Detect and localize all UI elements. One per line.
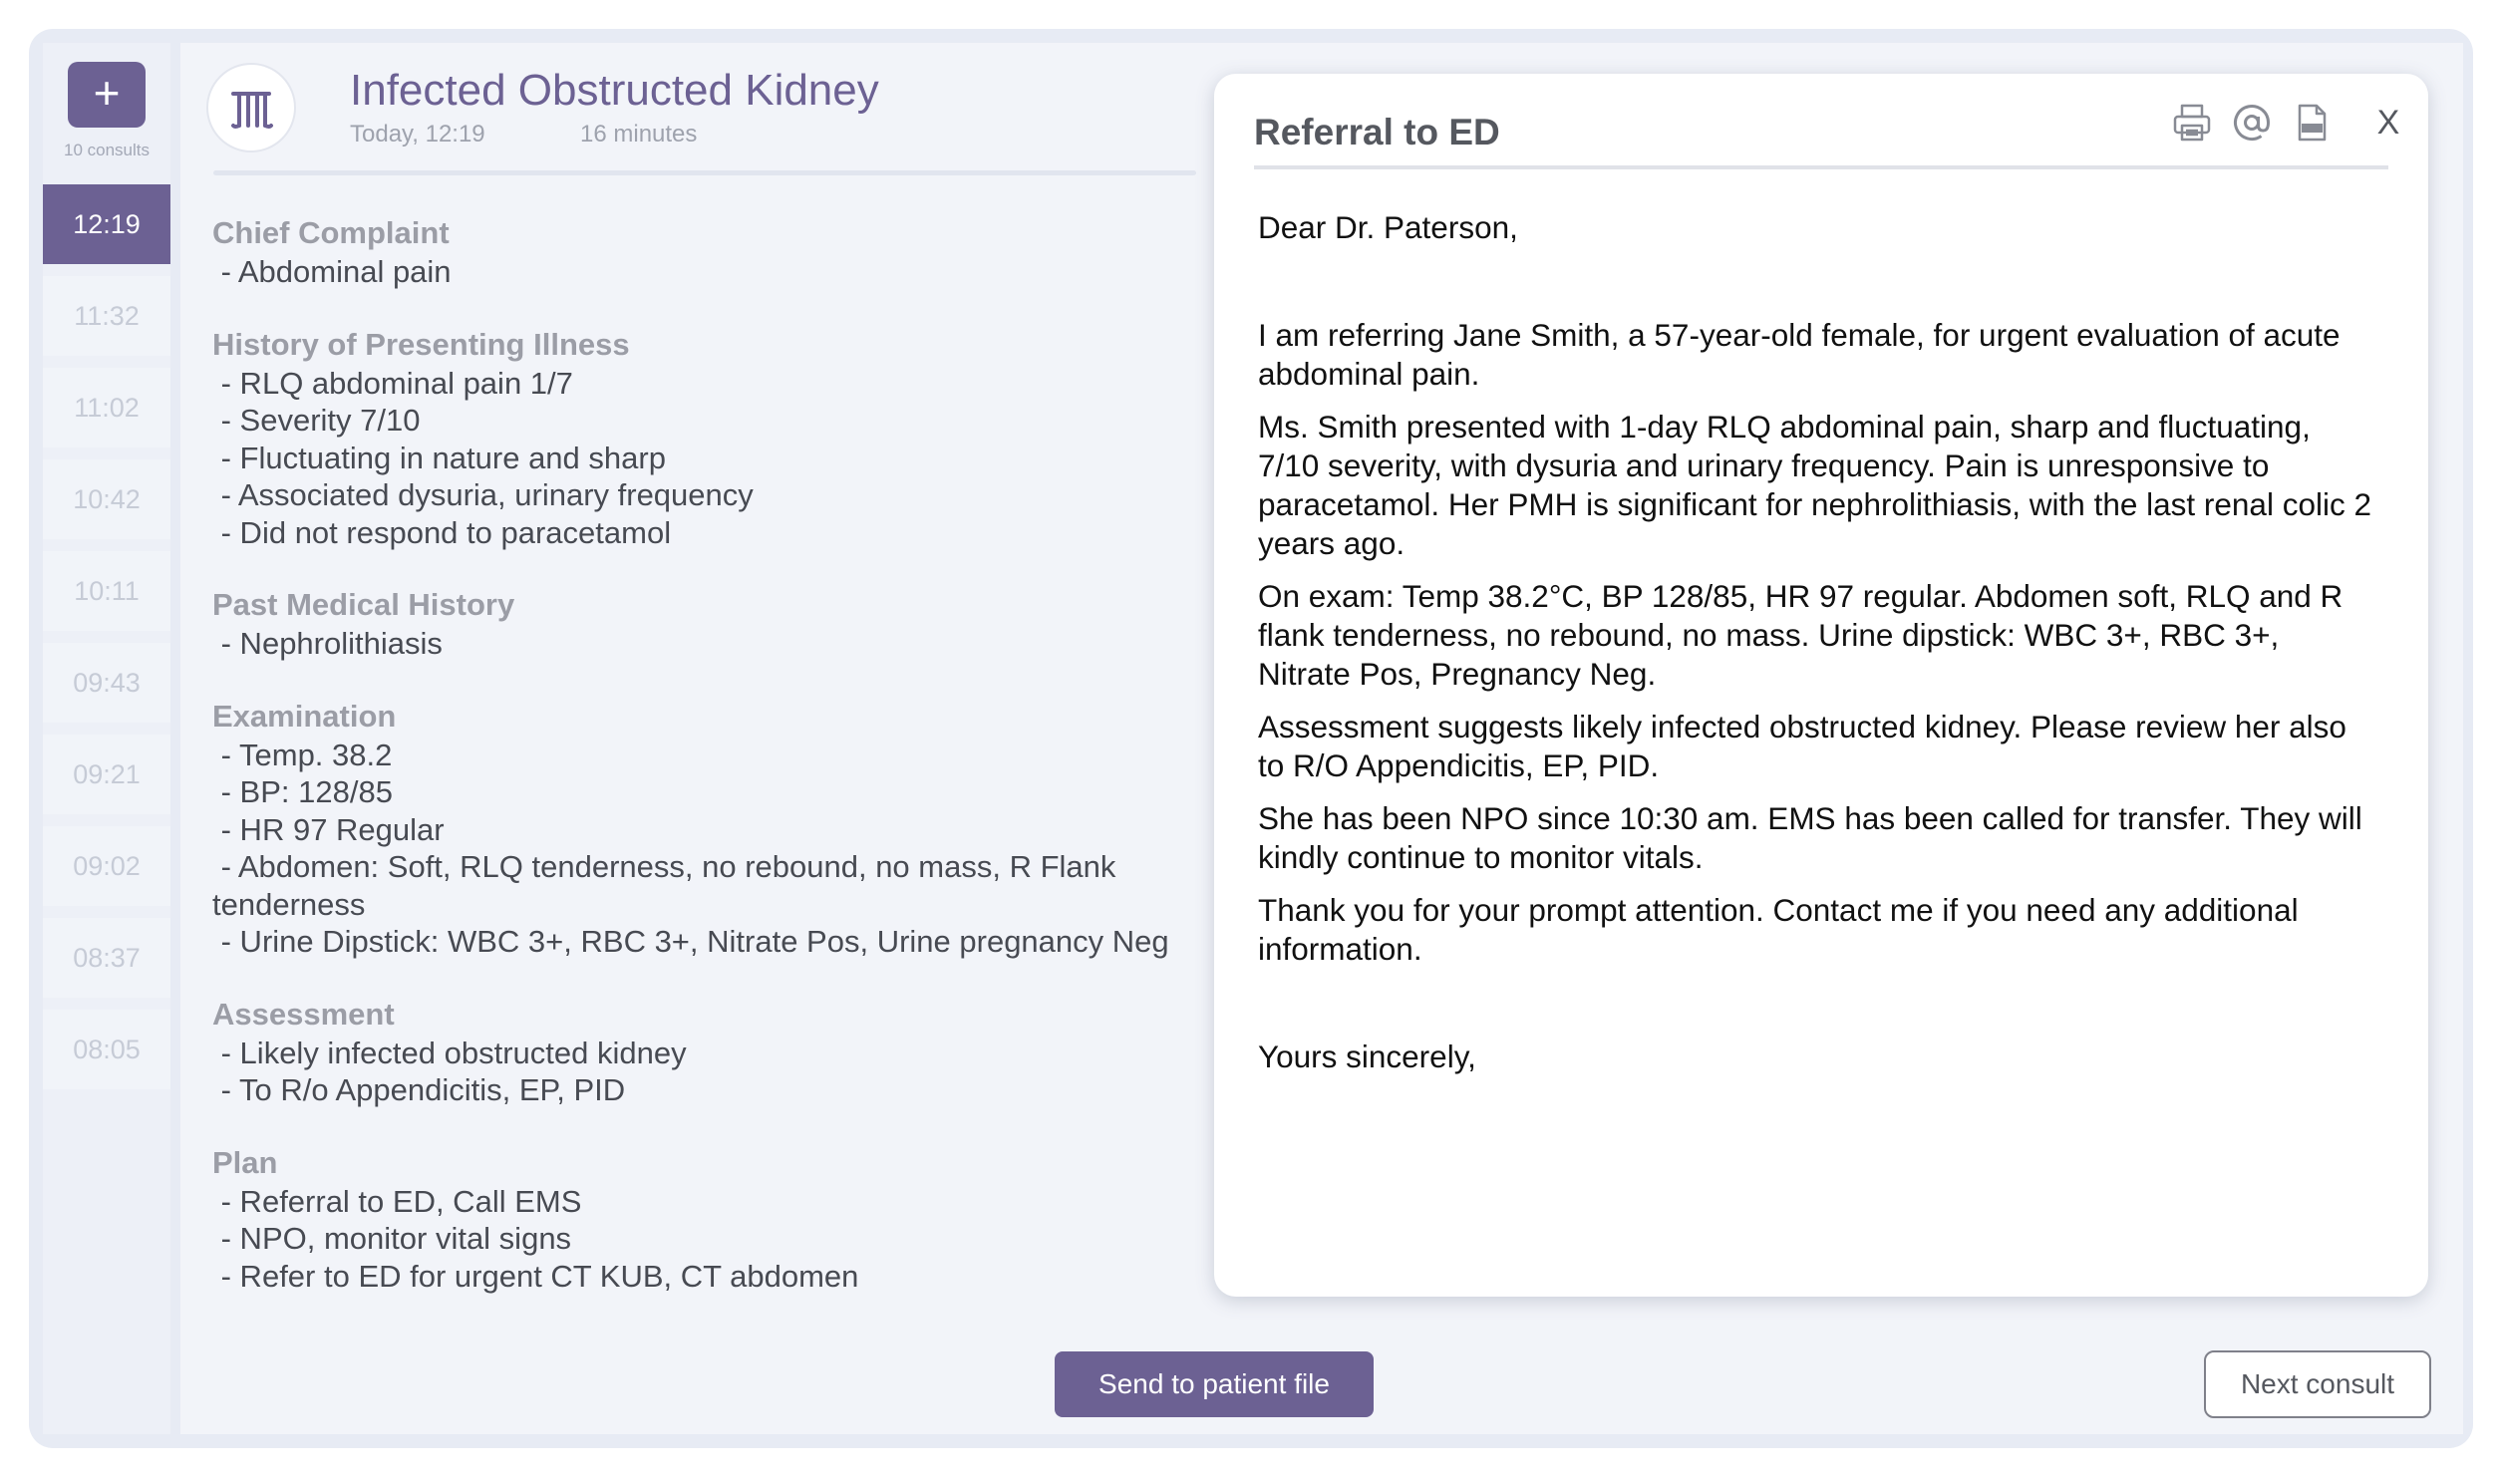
consult-time-item[interactable]: 08:37 [43,918,170,998]
letter-divider [1254,165,2388,169]
note-line: - Severity 7/10 [212,403,421,438]
consult-time-item[interactable]: 10:11 [43,551,170,631]
note-line: - Refer to ED for urgent CT KUB, CT abdomen [212,1258,859,1294]
letter-paragraph: Assessment suggests likely infected obstructed kidney. Please review her also to R/O Appendicitis, EP, PID. [1258,709,2346,783]
consult-duration: 16 minutes [580,121,698,148]
at-sign-icon[interactable] [2229,100,2275,146]
note-line: - Associated dysuria, urinary frequency [212,477,754,512]
note-line: - RLQ abdominal pain 1/7 [212,365,573,401]
note-line: - Abdomen: Soft, RLQ tenderness, no rebound, no mass, R Flank tenderness [212,849,1125,922]
consult-notes [212,213,1199,1329]
note-section [212,995,1199,1109]
consult-time-item[interactable]: 11:02 [43,368,170,447]
note-line: - HR 97 Regular [212,811,445,847]
letter-salutation: Dear Dr. Paterson, [1258,209,1518,245]
header-divider [213,170,1196,175]
note-section [212,585,1199,663]
letter-paragraph: On exam: Temp 38.2°C, BP 128/85, HR 97 regular. Abdomen soft, RLQ and R flank tenderness, no rebound, no mass. Urine dipstick: WBC 3+, RBC 3+, Nitrate Pos, Pregnancy Neg. [1258,578,2344,692]
note-section [212,325,1199,552]
note-line: - To R/o Appendicitis, EP, PID [212,1072,626,1107]
letter-toolbar [2169,100,2335,146]
consult-time-item[interactable]: 09:21 [43,735,170,814]
letter-paragraph: She has been NPO since 10:30 am. EMS has been called for transfer. They will kindly continue to monitor vitals. [1258,800,2362,875]
note-section [212,697,1199,961]
letter-closing: Yours sincerely, [1258,1039,1476,1074]
note-line: - Referral to ED, Call EMS [212,1183,582,1219]
note-line: - Urine Dipstick: WBC 3+, RBC 3+, Nitrate Pos, Urine pregnancy Neg [212,924,1169,959]
letter-title: Referral to ED [1254,112,1500,152]
note-heading: Examination [212,698,397,734]
printer-icon[interactable] [2169,100,2215,146]
consult-time-list [43,184,170,1101]
add-consult-button[interactable]: + [68,62,146,128]
note-section [212,213,1199,291]
consult-time-item[interactable]: 11:32 [43,276,170,356]
consult-time-item[interactable]: 09:43 [43,643,170,723]
consult-time-item[interactable]: 09:02 [43,826,170,906]
note-heading: History of Presenting Illness [212,326,630,362]
consult-time-item[interactable]: 08:05 [43,1010,170,1089]
consult-date: Today, 12:19 [350,121,485,148]
letter-paragraph: I am referring Jane Smith, a 57-year-old female, for urgent evaluation of acute abdominal pain. [1258,317,2341,392]
note-heading: Assessment [212,996,395,1032]
letter-paragraph: Thank you for your prompt attention. Contact me if you need any additional information. [1258,892,2299,967]
next-consult-button[interactable]: Next consult [2204,1350,2431,1418]
pdf-icon[interactable] [2289,100,2335,146]
letter-body [1258,208,2374,1090]
note-line: - BP: 128/85 [212,774,393,809]
letter-paragraph: Ms. Smith presented with 1-day RLQ abdominal pain, sharp and fluctuating, 7/10 severity, with dysuria and urinary frequency. Pain is unresponsive to paracetamol. Her PMH is significant for nephrolithiasis, with the last renal colic 2 years ago. [1258,409,2371,561]
close-icon[interactable]: X [2376,104,2400,142]
consult-time-item[interactable]: 12:19 [43,184,170,264]
referral-letter-panel [1214,74,2428,1297]
consult-count: 10 consults [64,141,150,159]
note-line: - Nephrolithiasis [212,626,443,661]
note-line: - Fluctuating in nature and sharp [212,440,666,475]
note-heading: Plan [212,1144,278,1180]
app-logo-icon [206,63,296,152]
consult-time-item[interactable]: 10:42 [43,459,170,539]
note-line: - Temp. 38.2 [212,737,393,772]
note-section [212,1143,1199,1296]
consult-title: Infected Obstructed Kidney [350,66,879,115]
note-line: - Did not respond to paracetamol [212,514,672,550]
note-heading: Chief Complaint [212,215,450,250]
send-to-patient-file-button[interactable]: Send to patient file [1055,1351,1374,1417]
note-heading: Past Medical History [212,587,515,622]
note-line: - NPO, monitor vital signs [212,1221,572,1256]
note-line: - Likely infected obstructed kidney [212,1035,687,1070]
note-line: - Abdominal pain [212,254,452,289]
